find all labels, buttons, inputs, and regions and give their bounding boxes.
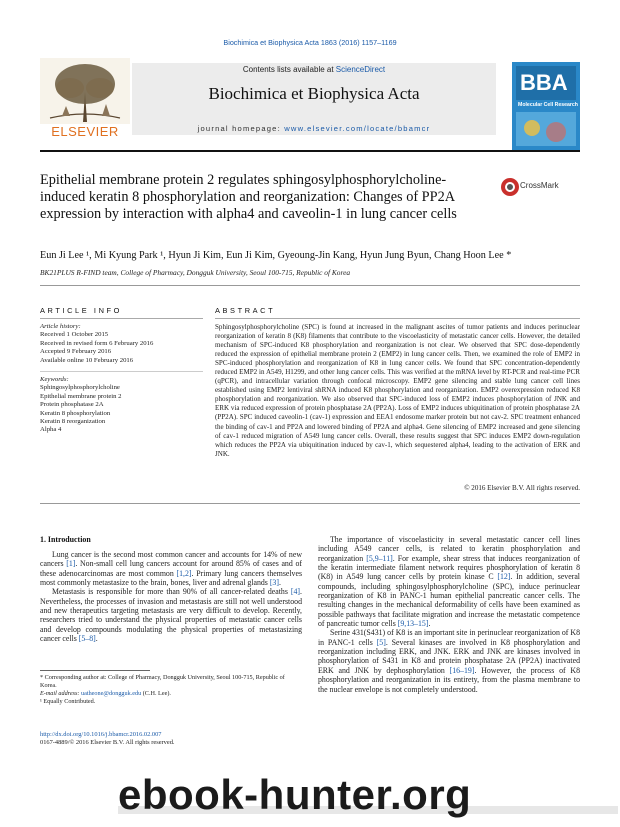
keywords-list — [40, 376, 203, 435]
doi-block — [40, 731, 175, 747]
footnotes — [40, 674, 302, 706]
journal-homepage-line — [132, 124, 496, 133]
article-info-heading: ARTICLE INFO — [40, 306, 122, 315]
article-info-rule — [40, 318, 203, 319]
journal-cover-image — [512, 62, 580, 150]
doi-link[interactable]: http://dx.doi.org/10.1016/j.bbamcr.2016.02.007 — [40, 731, 162, 738]
body-paragraph — [40, 550, 302, 587]
contents-available-line — [132, 65, 496, 74]
equal-contribution-note: ¹ Equally Contributed. — [40, 698, 96, 706]
keyword-item: Keratin 8 phosphorylation — [40, 409, 111, 417]
citation-reference-link[interactable]: [12] — [497, 572, 511, 582]
masthead-divider — [40, 150, 580, 152]
article-history — [40, 323, 203, 365]
history-received: Received 1 October 2015 — [40, 331, 109, 339]
body-column-right — [318, 535, 580, 694]
keyword-item: Epithelial membrane protein 2 — [40, 392, 122, 400]
citation-reference-link[interactable]: [4] — [290, 587, 301, 597]
author-list: Eun Ji Lee ¹, Mi Kyung Park ¹, Hyun Ji Kim, Eun Ji Kim, Gyeoung-Jin Kang, Hyun Jung Byun, Chang Hoon Lee * — [40, 250, 512, 261]
keyword-item: Protein phosphatase 2A — [40, 401, 104, 409]
history-accepted: Accepted 9 February 2016 — [40, 348, 112, 356]
citation-reference-link[interactable]: [3] — [269, 578, 279, 588]
homepage-link[interactable]: www.elsevier.com/locate/bbamcr — [284, 124, 431, 133]
watermark-text: ebook-hunter.org — [118, 771, 472, 818]
body-paragraph — [318, 535, 580, 628]
body-column-left — [40, 550, 302, 643]
paragraph-text: . Nevertheless, the processes of invasion and metastasis are still not well understood and new therapeutics targeting metastasis are very difficult to develop. Recently, researchers tried to understand the physical properties of metastatic cancer cells and develop compounds modulating the physical properties of metastasizing cancer cells — [40, 587, 302, 644]
paragraph-text: Serine 431(S431) of K8 is an important site in perinuclear reorganization of K8 in PANC-1 cells — [318, 628, 580, 647]
email-suffix: (C.H. Lee). — [141, 690, 171, 698]
paragraph-text: . Primary lung cancers themselves most commonly metastasize to the brain, bones, liver and adrenal glands — [40, 568, 302, 588]
keyword-item: Sphingosylphosphorylcholine — [40, 384, 120, 392]
crossmark-label[interactable]: CrossMark — [520, 181, 559, 190]
abstract-divider — [40, 503, 580, 504]
paragraph-text: . In addition, several compounds, including sphingosylphosphorylcholine (SPC), induce perinuclear reorganization of K8 in PANC-1 human epithelial pancreatic cancer cells. The resulting changes in the mechanical deformability of cells have been examined as possible pathways that facilitate migration and increase the metastatic competence of pancreatic tumor cells — [318, 572, 580, 629]
abstract-rule — [215, 318, 580, 319]
corresponding-author-note: * Corresponding author at: College of Pharmacy, Dongguk University, Seoul 100-715, Republic of Korea. — [40, 674, 285, 690]
elsevier-wordmark: ELSEVIER — [51, 124, 119, 139]
citation-reference-link[interactable]: [5] — [376, 637, 386, 647]
paragraph-text: . Non-small cell lung cancers account for around 85% of cases and of these adenocarcinomas are most common — [40, 559, 302, 578]
body-paragraph — [40, 587, 302, 643]
citation-reference-link[interactable]: [1] — [66, 559, 76, 569]
keywords-label: Keywords: — [40, 376, 69, 383]
citation-reference-link[interactable]: [5–8] — [78, 634, 96, 644]
abstract-text: Sphingosylphosphorylcholine (SPC) is found at increased in the malignant ascites of tumor patients and induces perinuclear reorganization of keratin 8 (K8) filaments that contribute to the viscoelasticity of metastatic cancer cells. However, the detailed mechanism of SPC-induced K8 phosphorylation and reorganization is not clear. We observed that SPC dose-dependently reduced the expression of epithelial membrane protein 2 (EMP2) in lung cancer cells. Then, we examined the role of EMP2 in SPC-induced phosphorylation and reorganization of K8 in lung cancer cells. We found that SPC concentration-dependently reduced EMP2 in A549, H1299, and other lung cancer cells. This was verified at the mRNA level by RT-PCR and real-time PCR (qPCR), and intracellular variation through confocal microscopy. EMP2 gene silencing and stable lung cancer cell lines established using EMP2 lentiviral shRNA induced K8 phosphorylation and reorganization. EMP2 overexpression reduced K8 phosphorylation and reorganization. We also observed that SPC-induced loss of EMP2 induces phosphorylation of JNK and ERK via reduced expression of protein phosphatase 2A (PP2A). Loss of EMP2 induces ubiquitination of protein phosphatase 2A (PP2A). SPC induced caveolin-1 (cav-1) expression and EEA1 endosome marker protein but not cav-2. SPC treatment enhanced the binding of cav-1 and PP2A and lowered binding of PP2A and alpha4. Gene silencing of EMP2 increased and gene silencing of cav-1 reduced migration of A549 lung cancer cells. Overall, these results suggest that SPC induces EMP2 down-regulation which reduces the PP2A via ubiquitination induced by cav-1, which sequestered alpha4, leading to the activation of ERK and JNK. — [215, 323, 580, 458]
history-revised: Received in revised form 6 February 2016 — [40, 339, 154, 347]
keyword-item: Alpha 4 — [40, 426, 62, 434]
issn-line: 0167-4889/© 2016 Elsevier B.V. All rights reserved. — [40, 739, 175, 747]
citation-reference-link[interactable]: [1,2] — [176, 568, 192, 578]
history-online: Available online 10 February 2016 — [40, 356, 134, 364]
homepage-prefix: journal homepage: — [197, 124, 285, 133]
citation-reference-link[interactable]: [16–19] — [449, 665, 475, 675]
journal-name: Biochimica et Biophysica Acta — [208, 84, 420, 103]
citation-reference-link[interactable]: [9,13–15] — [397, 619, 429, 629]
paragraph-text: . However, the process of K8 phosphorylation and reorganization in its entirety, from the plasma membrane to the nuclear envelope is not completely understood. — [318, 665, 580, 694]
email-note — [40, 690, 302, 698]
keyword-item: Keratin 8 reorganization — [40, 418, 106, 426]
body-paragraph — [318, 628, 580, 693]
paragraph-text: Lung cancer is the second most common cancer and accounts for 14% of new cancers — [40, 550, 302, 569]
email-link[interactable]: uatheone@dongguk.edu — [81, 690, 142, 698]
abstract-heading: ABSTRACT — [215, 306, 276, 315]
cover-title: BBA — [520, 70, 568, 95]
paragraph-text: . — [278, 578, 281, 588]
contents-prefix: Contents lists available at — [242, 65, 336, 74]
cover-subtitle: Molecular Cell Research — [518, 102, 578, 108]
paragraph-text: Metastasis is responsible for more than 90% of all cancer-related deaths — [52, 587, 291, 597]
paragraph-text: . — [428, 619, 431, 629]
footnote-rule — [40, 670, 150, 671]
paragraph-text: The importance of viscoelasticity in several metastatic cancer cell lines including A549 cancer cells, is related to keratin phosphorylation and reorganization — [318, 535, 580, 563]
citation-reference-link[interactable]: [5,9–11] — [366, 553, 393, 563]
sciencedirect-link[interactable]: ScienceDirect — [335, 65, 386, 74]
paragraph-text: . For example, shear stress that induces reorganization of the keratin intermediate filament network requires phosphorylation of keratin 8 (K8) in A549 lung cancer cells by protein kinase C — [318, 553, 580, 582]
keywords-rule — [40, 371, 203, 372]
article-title: Epithelial membrane protein 2 regulates sphingosylphosphorylcholine-induced keratin 8 phosphorylation and reorganization: Changes of PP2A expression by interaction with alpha4 and caveolin-1 in lung cancer cells — [40, 172, 457, 223]
paragraph-text: . Several kinases are involved in K8 phosphorylation and reorganization including ERK, and JNK. ERK and JNK are kinases involved in phosphorylation of S431 in K8 and protein phosphatase 2A (PP2A) inactivated ERK and JNK by dephosphorylation — [318, 637, 580, 675]
section-heading-introduction: 1. Introduction — [40, 535, 91, 544]
author-affiliation: BK21PLUS R-FIND team, College of Pharmacy, Dongguk University, Seoul 100-715, Republic of Korea — [40, 268, 351, 277]
paragraph-text: . — [95, 634, 98, 644]
email-label: E-mail address: — [40, 690, 82, 698]
history-label: Article history: — [40, 323, 81, 330]
abstract-copyright: © 2016 Elsevier B.V. All rights reserved. — [464, 484, 580, 492]
journal-citation[interactable]: Biochimica et Biophysica Acta 1863 (2016) 1157–1169 — [223, 38, 397, 47]
header-divider — [40, 285, 580, 286]
